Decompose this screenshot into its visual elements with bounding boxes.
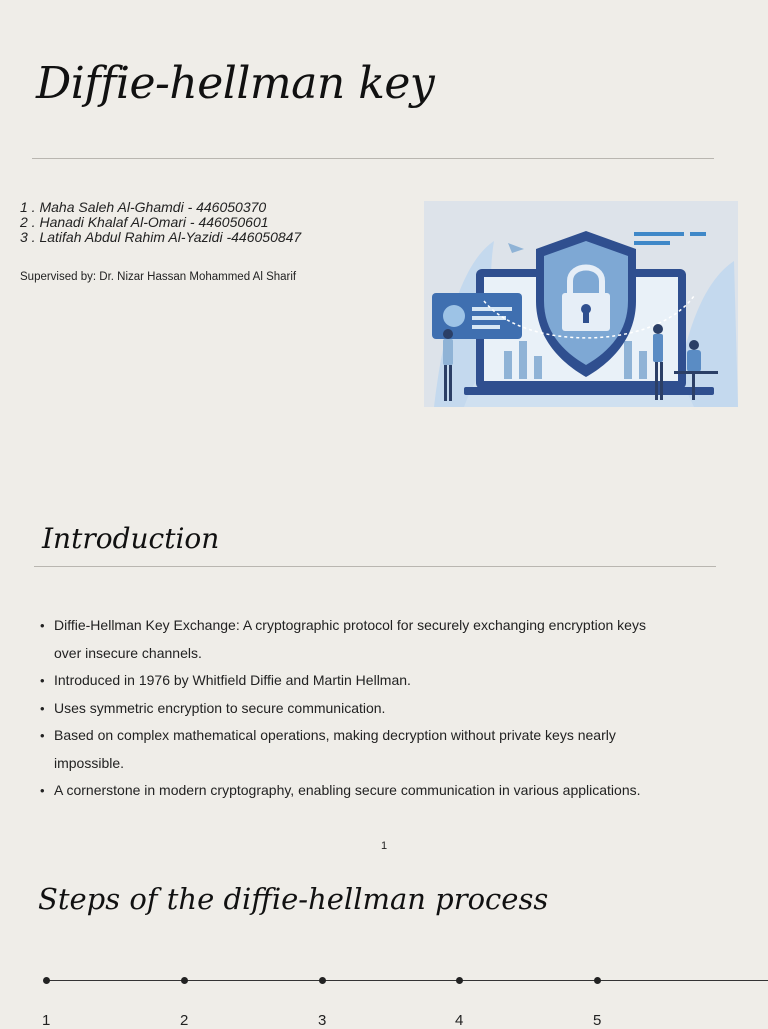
page-title: Diffie-hellman key: [36, 58, 435, 109]
step-number: 2: [180, 1012, 189, 1029]
step-number: 1: [42, 1012, 51, 1029]
bullet-item: • Diffie-Hellman Key Exchange: A cryptographic protocol for securely exchanging encryption keys over insecure channels.: [40, 612, 660, 667]
bullet-item: • Uses symmetric encryption to secure communication.: [40, 695, 660, 723]
author-item: 1 . Maha Saleh Al-Ghamdi - 446050370: [20, 199, 267, 215]
timeline-dot: [319, 977, 326, 984]
timeline-line: [46, 980, 768, 981]
introduction-bullet-list: [40, 612, 660, 805]
author-item: 3 . Latifah Abdul Rahim Al-Yazidi -446050847: [20, 229, 302, 245]
timeline-dot: [456, 977, 463, 984]
steps-heading: Steps of the diffie-hellman process: [38, 882, 549, 916]
step-number: 4: [455, 1012, 464, 1029]
timeline-dot: [181, 977, 188, 984]
bullet-item: • Introduced in 1976 by Whitfield Diffie and Martin Hellman.: [40, 667, 660, 695]
timeline-dot: [594, 977, 601, 984]
author-item: 2 . Hanadi Khalaf Al-Omari - 446050601: [20, 214, 269, 230]
step-number: 5: [593, 1012, 602, 1029]
introduction-heading: Introduction: [42, 522, 220, 555]
supervisor-text: Supervised by: Dr. Nizar Hassan Mohammed Al Sharif: [20, 271, 297, 283]
timeline-dot: [43, 977, 50, 984]
title-divider: [32, 158, 714, 159]
introduction-divider: [34, 566, 716, 567]
bullet-item: • A cornerstone in modern cryptography, enabling secure communication in various applications.: [40, 777, 660, 805]
step-number: 3: [318, 1012, 327, 1029]
security-shield-lock-illustration: [424, 201, 738, 407]
page-number: 1: [381, 840, 388, 852]
bullet-item: • Based on complex mathematical operations, making decryption without private keys nearly impossible.: [40, 722, 660, 777]
author-list: [20, 200, 301, 245]
